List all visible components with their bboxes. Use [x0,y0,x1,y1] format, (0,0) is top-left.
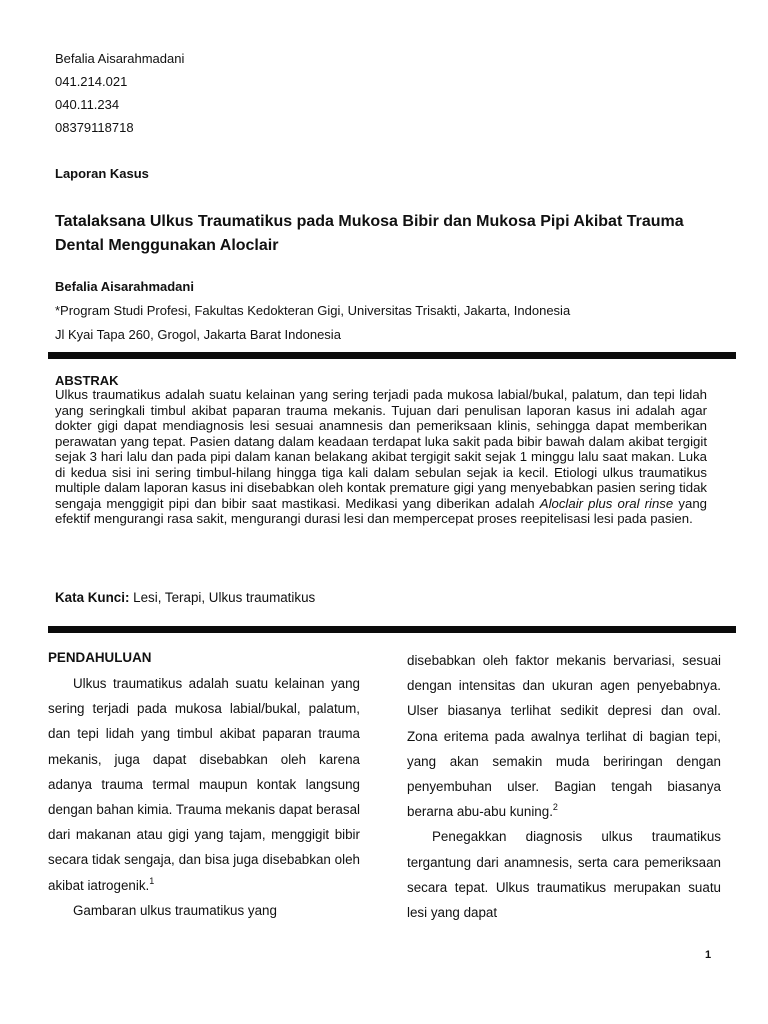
student-id-3: 08379118718 [55,120,134,135]
reference-2: 2 [552,802,558,813]
bottom-divider [48,626,736,633]
student-name: Befalia Aisarahmadani [55,51,185,66]
reference-1: 1 [149,875,155,886]
abstract-heading: ABSTRAK [55,373,119,388]
author-name: Befalia Aisarahmadani [55,279,194,294]
report-type: Laporan Kasus [55,166,149,181]
section-heading: PENDAHULUAN [48,650,152,665]
student-id-2: 040.11.234 [55,97,120,112]
address: Jl Kyai Tapa 260, Grogol, Jakarta Barat Indonesia [55,327,341,342]
right-column [407,648,721,925]
left-paragraph-1 [48,671,360,898]
page-number: 1 [705,949,712,961]
right-paragraph-2: Penegakkan diagnosis ulkus traumatikus tergantung dari anamnesis, serta cara pemeriksaan secara tepat. Ulkus traumatikus merupakan suatu lesi yang dapat [407,829,721,921]
right-paragraph-1 [407,648,721,824]
left-column [48,648,360,923]
right-paragraph-1-text: disebabkan oleh faktor mekanis bervariasi, sesuai dengan intensitas dan ukuran agen penyebabnya. Ulser biasanya terlihat sedikit depresi dan oval. Zona eritema pada awalnya terlihat di bagian tepi, yang akan semakin muda beriringan dengan penyembuhan ulser. Bagian tengah biasanya berarna abu-abu kuning. [407,653,721,820]
keywords-value: Lesi, Terapi, Ulkus traumatikus [129,590,316,605]
abstract-italic-term: Aloclair plus oral rinse [539,495,674,511]
abstract-text-end: yang efektif mengurangi rasa sakit, mengurangi durasi lesi dan mempercepat proses reepitelisasi lesi pada pasien. [55,495,707,526]
paper-title: Tatalaksana Ulkus Traumatikus pada Mukosa Bibir dan Mukosa Pipi Akibat Trauma Dental Menggunakan Aloclair [55,213,684,254]
affiliation: *Program Studi Profesi, Fakultas Kedokteran Gigi, Universitas Trisakti, Jakarta, Indonesia [55,303,571,318]
left-paragraph-2: Gambaran ulkus traumatikus yang [73,902,277,918]
abstract-text-start: Ulkus traumatikus adalah suatu kelainan yang sering terjadi pada mukosa labial/bukal, palatum, dan tepi lidah yang seringkali timbul akibat paparan trauma mekanis. Tujuan dari penulisan laporan kasus ini adalah agar dokter gigi dapat mendiagnosis lesi sesuai anamnesis dan pemeriksaan klinis, sehingga dapat memberikan perawatan yang tepat. Pasien datang dalam keadaan terdapat luka sakit pada bibir bawah dalam akibat tergigit sejak 3 hari lalu dan pada pipi dalam kanan belakang akibat tergigit sakit sejak 1 minggu lalu saat makan. Luka di kedua sisi ini sering timbul-hilang hingga tiga kali dalam sebulan sejak ia kecil. Etiologi ulkus traumatikus multiple dalam laporan kasus ini disebabkan oleh kontak premature gigi yang menyebabkan pasien sering tidak sengaja menggigit pipi dan bibir saat mastikasi. Medikasi yang diberikan adalah [55,387,707,511]
left-paragraph-1-text: Ulkus traumatikus adalah suatu kelainan yang sering terjadi pada mukosa labial/bukal, palatum, dan tepi lidah yang timbul akibat paparan trauma mekanis, juga dapat disebabkan oleh karena adanya trauma termal maupun kontak langsung dengan bahan kimia. Trauma mekanis dapat berasal dari makanan atau gigi yang tajam, menggigit bibir secara tidak sengaja, dan bisa juga disebabkan oleh akibat iatrogenik. [48,676,360,893]
keywords [55,590,315,605]
abstract-body [55,387,707,527]
top-divider [48,352,736,359]
student-id-1: 041.214.021 [55,74,128,89]
keywords-label: Kata Kunci: [55,590,130,605]
